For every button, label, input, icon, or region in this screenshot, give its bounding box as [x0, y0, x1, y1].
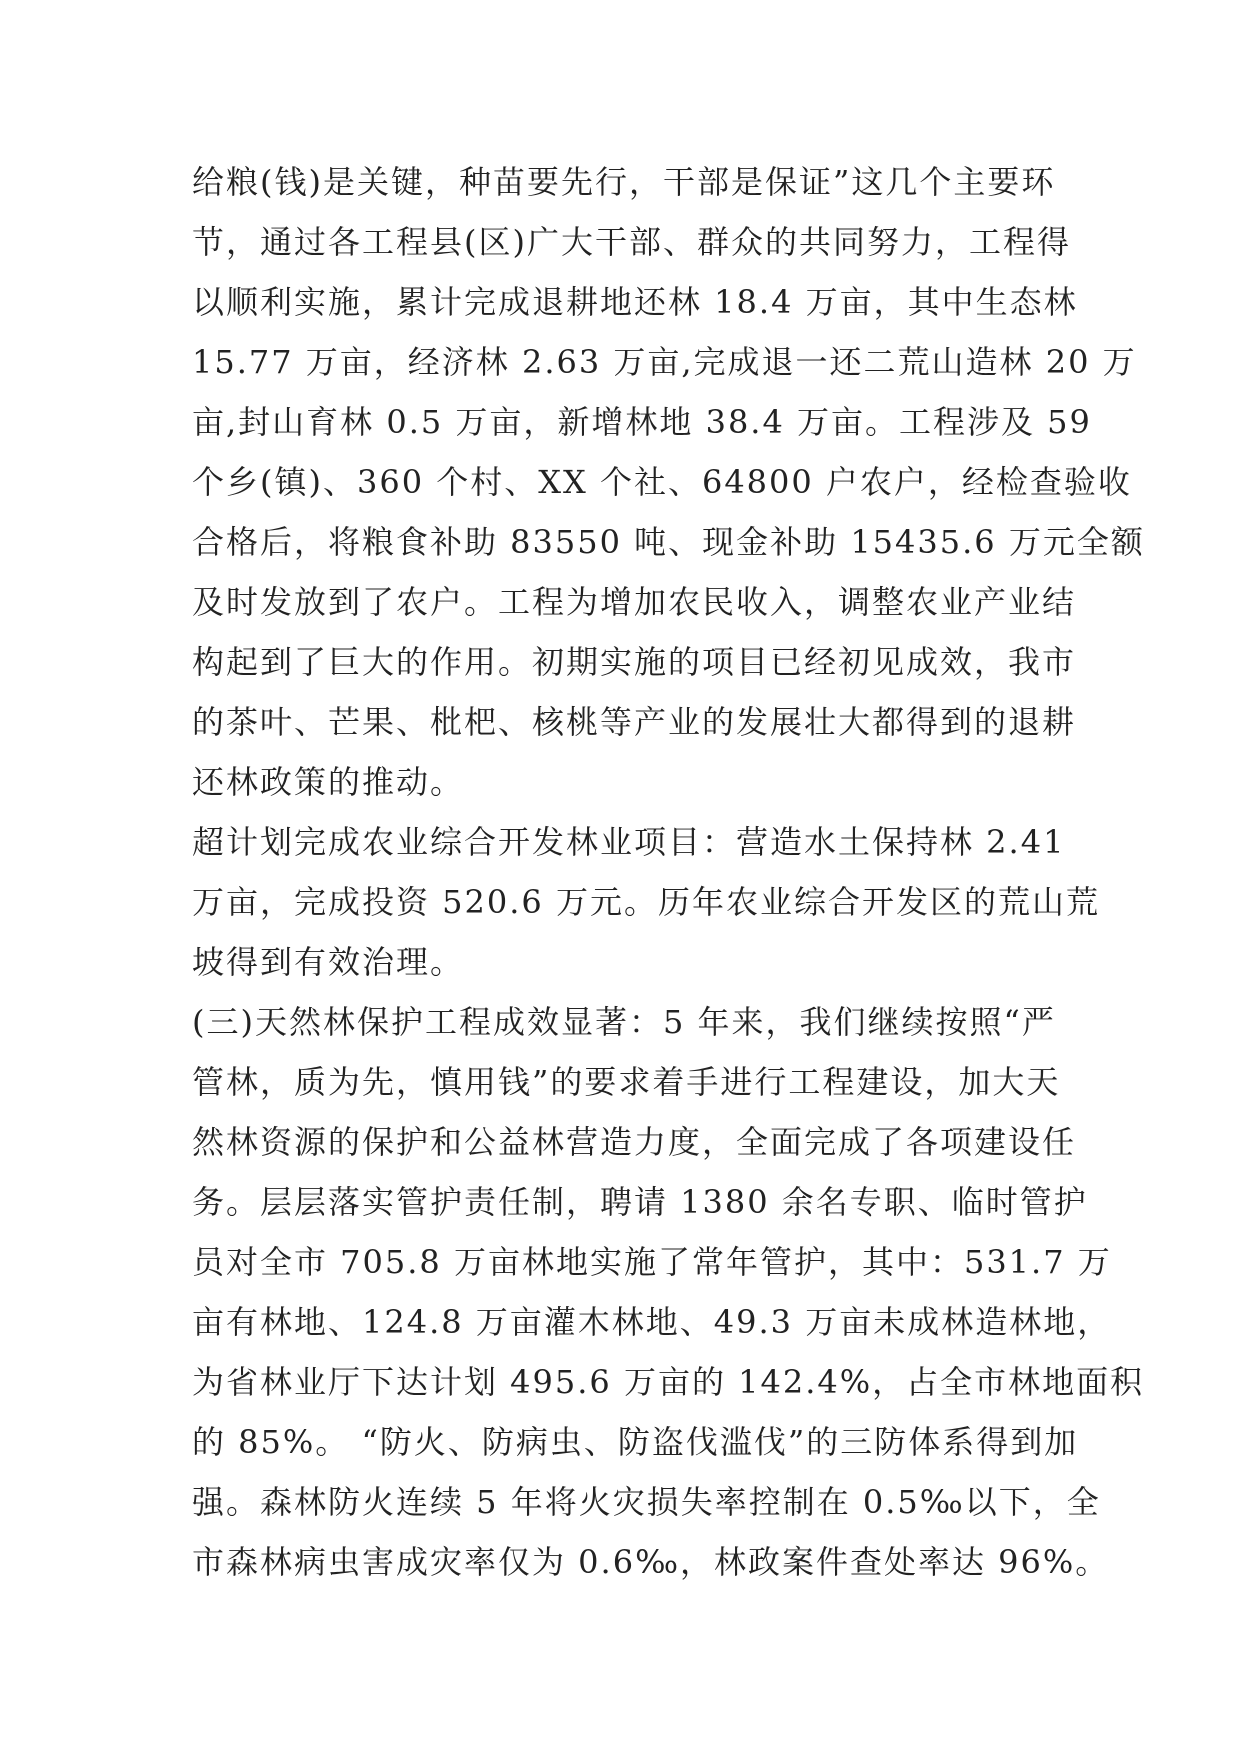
text-line: 强。森林防火连续 5 年将火灾损失率控制在 0.5‰以下，全 — [192, 1483, 1101, 1521]
text-line: 亩,封山育林 0.5 万亩，新增林地 38.4 万亩。工程涉及 59 — [192, 403, 1092, 441]
text-line: 及时发放到了农户。工程为增加农民收入，调整农业产业结 — [192, 583, 1077, 621]
text-line: 以顺利实施，累计完成退耕地还林 18.4 万亩，其中生态林 — [192, 283, 1078, 321]
text-line: 构起到了巨大的作用。初期实施的项目已经初见成效，我市 — [192, 643, 1077, 681]
text-line: 员对全市 705.8 万亩林地实施了常年管护，其中：531.7 万 — [192, 1243, 1112, 1281]
text-line: 15.77 万亩，经济林 2.63 万亩,完成退一还二荒山造林 20 万 — [192, 343, 1137, 381]
text-line: 市森林病虫害成灾率仅为 0.6‰，林政案件查处率达 96%。 — [192, 1543, 1110, 1581]
text-line: 然林资源的保护和公益林营造力度，全面完成了各项建设任 — [192, 1123, 1077, 1161]
text-line: 超计划完成农业综合开发林业项目：营造水土保持林 2.41 — [192, 823, 1066, 861]
text-line: 坡得到有效治理。 — [192, 943, 465, 981]
body-text — [192, 152, 1145, 1592]
text-line: 务。层层落实管护责任制，聘请 1380 余名专职、临时管护 — [192, 1183, 1088, 1221]
text-line: (三)天然林保护工程成效显著：5 年来，我们继续按照“严 — [192, 1003, 1056, 1041]
text-line: 为省林业厅下达计划 495.6 万亩的 142.4%，占全市林地面积 — [192, 1363, 1145, 1401]
text-line: 节，通过各工程县(区)广大干部、群众的共同努力，工程得 — [192, 223, 1071, 261]
text-line: 个乡(镇)、360 个村、XX 个社、64800 户农户，经检查验收 — [192, 463, 1132, 501]
text-line: 的茶叶、芒果、枇杷、核桃等产业的发展壮大都得到的退耕 — [192, 703, 1077, 741]
text-line: 亩有林地、124.8 万亩灌木林地、49.3 万亩未成林造林地， — [192, 1303, 1112, 1341]
text-line: 还林政策的推动。 — [192, 763, 465, 801]
text-line: 万亩，完成投资 520.6 万元。历年农业综合开发区的荒山荒 — [192, 883, 1100, 921]
text-line: 的 85%。 “防火、防病虫、防盗伐滥伐”的三防体系得到加 — [192, 1423, 1079, 1461]
text-line: 给粮(钱)是关键，种苗要先行，干部是保证”这几个主要环 — [192, 163, 1056, 201]
text-line: 合格后，将粮食补助 83550 吨、现金补助 15435.6 万元全额 — [192, 523, 1145, 561]
text-line: 管林，质为先，慎用钱”的要求着手进行工程建设，加大天 — [192, 1063, 1061, 1101]
